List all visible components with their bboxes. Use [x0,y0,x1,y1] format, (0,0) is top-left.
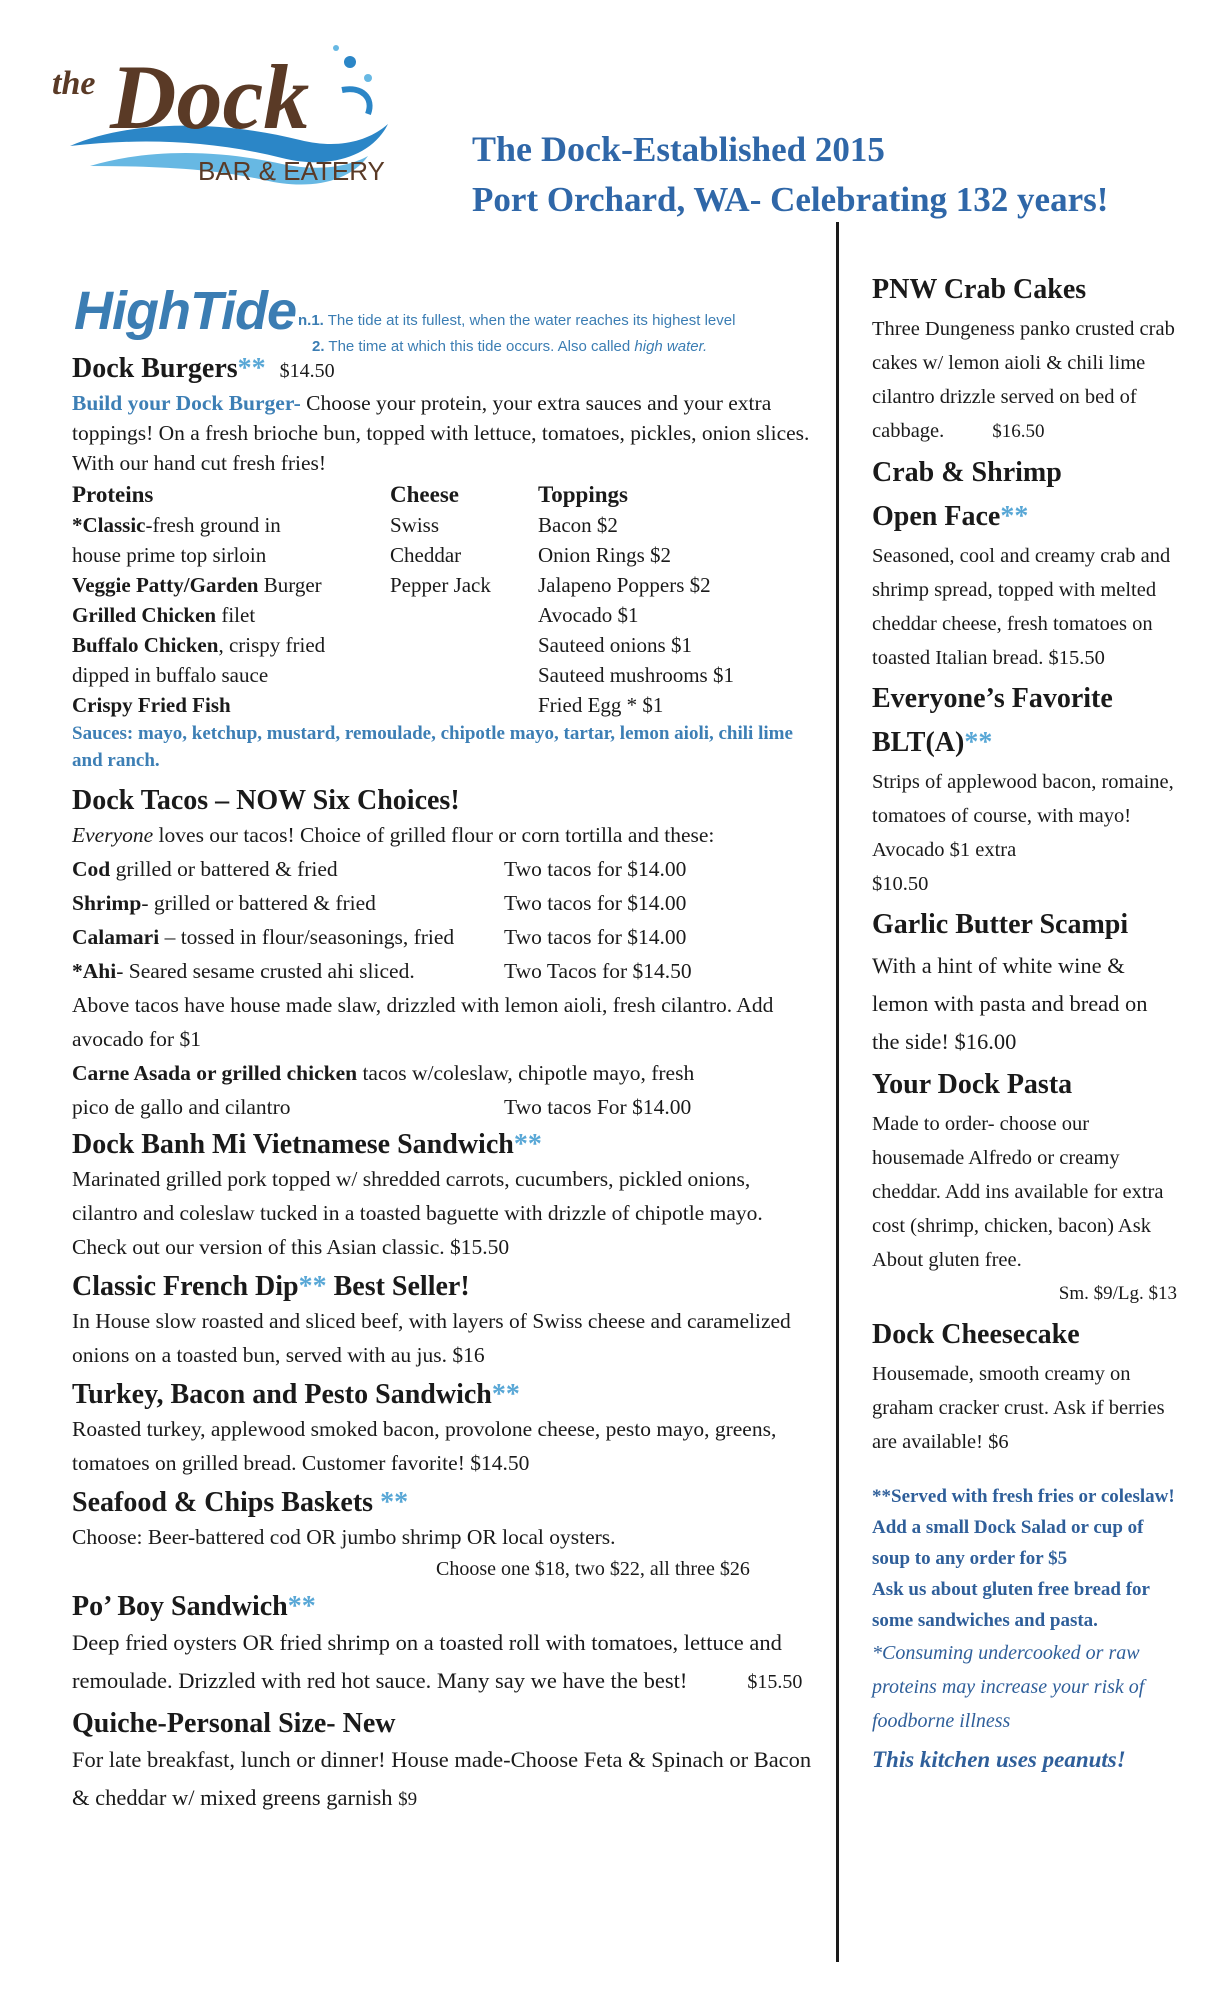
tacos-intro: Everyone loves our tacos! Choice of grilled flour or corn tortilla and these: [72,823,715,847]
splash-dot-2 [364,74,372,82]
blt-desc: Strips of applewood bacon, romaine, tomatoes of course, with mayo! Avocado $1 extra$10.50 [872,771,1174,895]
banhmi-desc: Marinated grilled pork topped w/ shredded carrots, cucumbers, pickled onions, cilantro and coleslaw tucked in a toasted baguette with drizzle of chipotle mayo. Check out our version of this Asian classic. $15.50 [72,1167,763,1259]
blt-title-1: Everyone’s Favorite [872,683,1113,714]
section-burgers [72,352,812,774]
table-row: house prime top sirloin Cheddar Onion Rings $2 [72,543,672,567]
burger-options-table [72,480,734,720]
header-established: Established 2015 [633,130,885,169]
tacos-table [72,852,692,988]
section-notes [872,1481,1177,1778]
burgers-title: Dock Burgers** $14.50 [72,353,335,384]
crabcakes-title: PNW Crab Cakes [872,274,1087,305]
note-raw: *Consuming undercooked or raw proteins may increase your risk of foodborne illness [872,1642,1145,1732]
seafood-price: Choose one $18, two $22, all three $26 [436,1558,750,1580]
section-crabshrimp [872,451,1177,675]
table-row: Grilled Chicken filet Avocado $1 [72,603,639,627]
header [472,124,1212,225]
note-salad: Add a small Dock Salad or cup of soup to any order for $5 [872,1517,1144,1569]
section-turkey [72,1378,812,1480]
table-row: Proteins Cheese Toppings [72,482,628,507]
poboy-desc: Deep fried oysters OR fried shrimp on a toasted roll with tomatoes, lettuce and remoulade. Drizzled with red hot sauce. Many say we have the best! $15.50 [72,1630,803,1693]
table-row: *Ahi- Seared sesame crusted ahi sliced. Two Tacos for $14.50 [72,959,692,983]
section-seafood [72,1486,812,1584]
pasta-desc: Made to order- choose our housemade Alfredo or creamy cheddar. Add ins available for extra cost (shrimp, chicken, bacon) Ask About gluten free. [872,1113,1164,1271]
splash-curl [342,89,370,114]
burgers-sauces: Sauces: mayo, ketchup, mustard, remoulade, chipotle mayo, tartar, lemon aioli, chili lime and ranch. [72,723,793,771]
table-row: Cod grilled or battered & fried Two tacos for $14.00 [72,857,687,881]
note-peanuts: This kitchen uses peanuts! [872,1747,1126,1772]
crabshrimp-title-1: Crab & Shrimp [872,457,1062,488]
seafood-title: Seafood & Chips Baskets ** [72,1487,409,1518]
crabshrimp-desc: Seasoned, cool and creamy crab and shrimp spread, topped with melted cheddar cheese, fresh tomatoes on toasted Italian bread. $15.50 [872,545,1171,669]
table-row: pico de gallo and cilantro Two tacos For $14.00 [72,1095,692,1119]
crabshrimp-title-2: Open Face** [872,501,1029,532]
pasta-title: Your Dock Pasta [872,1069,1073,1100]
section-poboy [72,1590,812,1701]
header-line-2: Port Orchard, WA- Celebrating 132 years! [472,180,1109,219]
section-tacos [72,784,812,1124]
quiche-title: Quiche-Personal Size- New [72,1708,396,1739]
logo-subtitle: BAR & EATERY [198,156,385,186]
header-name: The Dock- [472,129,633,169]
logo-dock: Dock [110,46,310,148]
section-blt [872,677,1177,901]
tacos-table-2 [72,1090,691,1124]
quiche-price: $9 [398,1789,418,1810]
hightide-banner [72,280,812,355]
scampi-desc: With a hint of white wine & lemon with pasta and bread on the side! $16.00 [872,953,1148,1054]
pasta-price: Sm. $9/Lg. $13 [1058,1283,1177,1304]
hightide-def-2: 2. The time at which this tide occurs. Also called high water. [312,338,708,355]
table-row: Veggie Patty/Garden Burger Pepper Jack Jalapeno Poppers $2 [72,573,711,597]
blt-title-2: BLT(A)** [872,727,993,758]
crabcakes-price: $16.50 [992,421,1045,442]
hightide-def-1: n.1. The tide at its fullest, when the water reaches its highest level [298,312,736,329]
section-crabcakes [872,268,1177,449]
dock-logo [50,28,400,208]
frenchdip-desc: In House slow roasted and sliced beef, with layers of Swiss cheese and caramelized onions on a toasted bun, served with au jus. $16 [72,1309,791,1367]
burgers-price: $14.50 [279,360,335,382]
section-scampi [872,903,1177,1061]
note-fries: **Served with fresh fries or coleslaw! [872,1486,1175,1507]
splash-dot-1 [344,56,356,68]
note-gluten: Ask us about gluten free bread for some sandwiches and pasta. [872,1579,1150,1631]
table-row: Shrimp- grilled or battered & fried Two tacos for $14.00 [72,891,687,915]
logo-the: the [52,65,96,102]
poboy-price: $15.50 [747,1671,803,1693]
poboy-title: Po’ Boy Sandwich** [72,1591,316,1622]
table-row: Buffalo Chicken, crispy fried Sauteed onions $1 [72,633,692,657]
section-cheesecake [872,1313,1177,1459]
table-row: Crispy Fried Fish Fried Egg * $1 [72,693,664,717]
banhmi-title: Dock Banh Mi Vietnamese Sandwich** [72,1129,542,1160]
section-frenchdip [72,1270,812,1372]
header-line-1 [472,124,1212,175]
crabcakes-desc: Three Dungeness panko crusted crab cakes w/ lemon aioli & chili lime cilantro drizzle served on bed of cabbage. $16.50 [872,318,1175,442]
tacos-note: Above tacos have house made slaw, drizzled with lemon aioli, fresh cilantro. Add avocado for $1 [72,993,774,1051]
cheesecake-title: Dock Cheesecake [872,1319,1080,1350]
turkey-title: Turkey, Bacon and Pesto Sandwich** [72,1379,520,1410]
table-row: *Classic-fresh ground in Swiss Bacon $2 [72,513,618,537]
hightide-title: HighTide [74,281,297,341]
splash-dot-3 [333,45,339,51]
right-column [872,268,1177,1778]
column-divider [836,222,839,1962]
tacos-carne: Carne Asada or grilled chicken tacos w/coleslaw, chipotle mayo, fresh [72,1061,695,1085]
section-pasta [872,1063,1177,1311]
seafood-desc: Choose: Beer-battered cod OR jumbo shrimp OR local oysters. [72,1525,616,1549]
scampi-title: Garlic Butter Scampi [872,909,1129,940]
section-banhmi [72,1128,812,1264]
turkey-desc: Roasted turkey, applewood smoked bacon, provolone cheese, pesto mayo, greens, tomatoes on grilled bread. Customer favorite! $14.50 [72,1417,777,1475]
quiche-desc: For late breakfast, lunch or dinner! House made-Choose Feta & Spinach or Bacon & cheddar w/ mixed greens garnish $9 [72,1747,812,1810]
left-column [72,280,812,1819]
blt-price: $10.50 [872,873,929,895]
cheesecake-desc: Housemade, smooth creamy on graham cracker crust. Ask if berries are available! $6 [872,1363,1165,1453]
table-row: Calamari – tossed in flour/seasonings, fried Two tacos for $14.00 [72,925,687,949]
frenchdip-title: Classic French Dip** Best Seller! [72,1271,470,1302]
burgers-desc: Build your Dock Burger- Choose your protein, your extra sauces and your extra toppings! On a fresh brioche bun, topped with lettuce, tomatoes, pickles, onion slices. With our hand cut fresh fries! [72,391,810,475]
section-quiche [72,1707,812,1819]
table-row: dipped in buffalo sauce Sauteed mushrooms $1 [72,663,734,687]
tacos-title: Dock Tacos – NOW Six Choices! [72,785,460,816]
